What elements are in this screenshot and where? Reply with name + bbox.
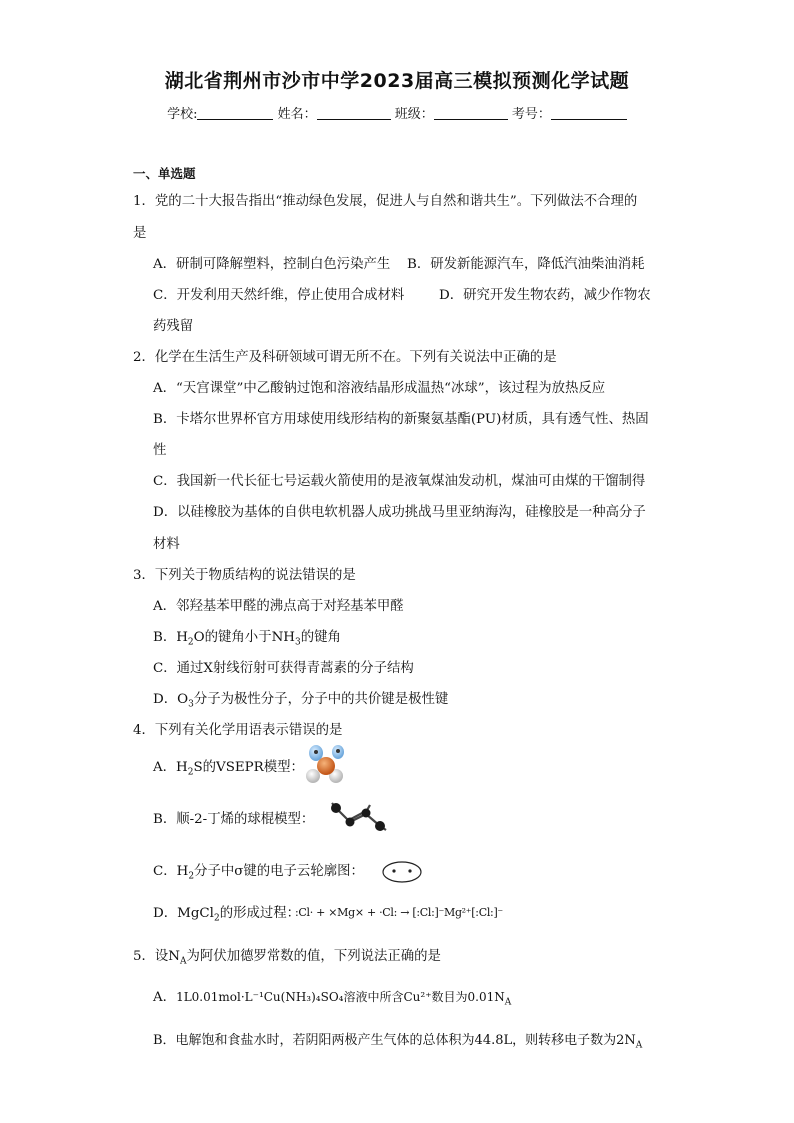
cis-2-butene-ball-stick-figure: [326, 800, 390, 834]
q4-d-part1: D．MgCl: [153, 906, 214, 921]
q4-option-c: [153, 864, 364, 882]
class-blank[interactable]: [434, 106, 508, 120]
q4-option-a: [153, 760, 304, 778]
q3-stem: 3．下列关于物质结构的说法错误的是: [133, 568, 356, 583]
q4-d-part2: 的形成过程：: [219, 906, 301, 921]
q5-b-text: B．电解饱和食盐水时，若阴阳两极产生气体的总体积为44.8L，则转移电子数为2N: [153, 1033, 636, 1048]
q5-option-b: [153, 1033, 643, 1051]
exam-number-blank[interactable]: [551, 106, 627, 120]
exam-title: 湖北省荆州市沙市中学2023届高三模拟预测化学试题: [164, 70, 630, 92]
q4-option-b: B．顺-2-丁烯的球棍模型：: [153, 812, 315, 827]
q5-a-label: A．: [153, 990, 177, 1005]
sigma-bond-electron-cloud-figure: [381, 860, 423, 884]
q4-a-sub: 2: [187, 767, 194, 778]
q5-b-sub: A: [635, 1040, 643, 1051]
q1-stem-line1: 1．党的二十大报告指出“推动绿色发展，促进人与自然和谐共生”。下列做法不合理的: [133, 194, 638, 209]
q3-b-sub2: 3: [294, 637, 301, 648]
name-label: 姓名：: [277, 107, 317, 122]
q2-option-a: A．“天宫课堂”中乙酸钠过饱和溶液结晶形成温热“冰球”，该过程为放热反应: [153, 381, 606, 396]
q4-option-d: [153, 906, 301, 924]
q1-option-a: A．研制可降解塑料，控制白色污染产生: [153, 257, 391, 272]
q1-option-c: C．开发利用天然纤维，停止使用合成材料: [153, 288, 405, 303]
q1-option-d: D．研究开发生物农药，减少作物农: [439, 288, 651, 303]
q4-a-part2: S的VSEPR模型：: [193, 760, 304, 775]
q2-stem: 2．化学在生活生产及科研领域可谓无所不在。下列有关说法中正确的是: [133, 350, 557, 365]
q3-d-part1: D．O: [153, 692, 189, 707]
q5-option-a: [153, 990, 512, 1008]
q2-option-b: B．卡塔尔世界杯官方用球使用线形结构的新聚氨基酯(PU)材质，具有透气性、热固: [153, 412, 649, 427]
q2-option-c: C．我国新一代长征七号运载火箭使用的是液氧煤油发动机，煤油可由煤的干馏制得: [153, 474, 646, 489]
exam-number-label: 考号：: [511, 107, 551, 122]
q3-option-a: A．邻羟基苯甲醛的沸点高于对羟基苯甲醛: [153, 599, 404, 614]
q1-option-b: B．研发新能源汽车，降低汽油柴油消耗: [407, 257, 645, 272]
q3-b-sub1: 2: [187, 637, 194, 648]
q4-a-part1: A．H: [153, 760, 188, 775]
q5-a-sub: A: [504, 997, 512, 1008]
q3-b-part1: B．H: [153, 630, 188, 645]
q4-d-sub: 2: [213, 913, 220, 924]
mgcl2-formation-formula: :Cl· + ×Mg× + ·Cl: → [:Cl:]⁻Mg²⁺[:Cl:]⁻: [295, 906, 503, 919]
section-heading: 一、单选题: [133, 166, 196, 181]
q3-option-b: [153, 630, 341, 648]
q3-b-part3: 的键角: [300, 630, 341, 645]
q1-stem-line2: 是: [133, 226, 147, 241]
q4-c-sub: 2: [188, 871, 195, 882]
q2-option-b-cont: 性: [153, 443, 167, 458]
q3-d-part2: 分子为极性分子，分子中的共价键是极性键: [193, 692, 449, 707]
q3-d-sub: 3: [188, 699, 194, 710]
q4-stem: 4．下列有关化学用语表示错误的是: [133, 723, 343, 738]
q3-option-d: [153, 692, 449, 710]
student-info-line: [0, 103, 794, 122]
q5-stem-sub: A: [180, 956, 187, 967]
q4-c-part2: 分子中σ键的电子云轮廓图：: [194, 864, 364, 879]
q5-stem-part2: 为阿伏加德罗常数的值，下列说法正确的是: [186, 949, 441, 964]
name-blank[interactable]: [317, 106, 391, 120]
q5-stem: [133, 949, 441, 967]
q5-stem-part1: 5．设N: [133, 949, 181, 964]
q4-c-part1: C．H: [153, 864, 189, 879]
q3-b-part2: O的键角小于NH: [193, 630, 295, 645]
school-label: 学校:: [167, 107, 198, 122]
q2-option-d-cont: 材料: [153, 537, 180, 552]
q3-option-c: C．通过X射线衍射可获得青蒿素的分子结构: [153, 661, 414, 676]
class-label: 班级：: [394, 107, 434, 122]
q2-option-d: D．以硅橡胶为基体的自供电软机器人成功挑战马里亚纳海沟，硅橡胶是一种高分子: [153, 505, 646, 520]
q1-option-d-cont: 药残留: [153, 319, 194, 334]
school-blank[interactable]: [197, 106, 273, 120]
h2s-vsepr-model-figure: [302, 744, 356, 786]
q5-a-text: 1L0.01mol·L⁻¹Cu(NH₃)₄SO₄溶液中所含Cu²⁺数目为0.01N: [176, 990, 505, 1004]
